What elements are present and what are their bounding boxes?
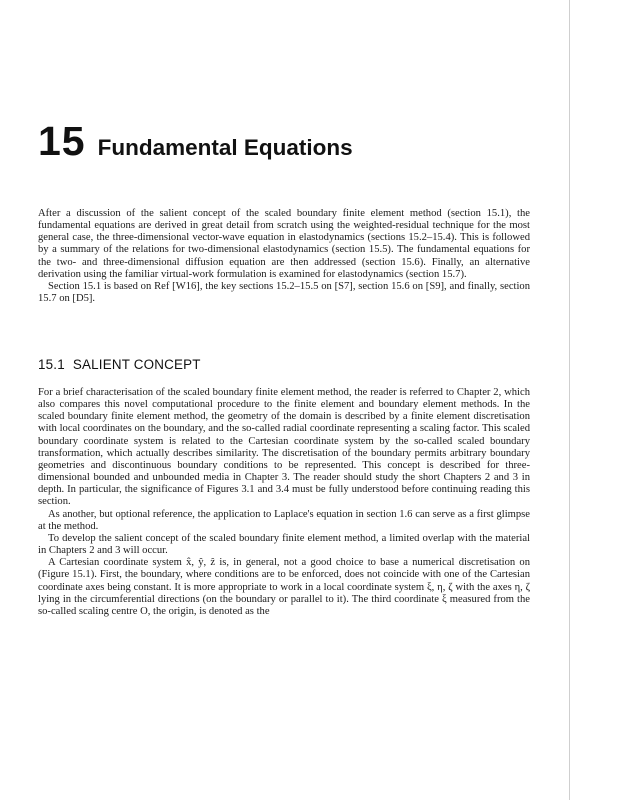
section-paragraph: As another, but optional reference, the application to Laplace's equation in section 1.6 can serve as a first glimpse at the method. — [38, 508, 530, 532]
section-heading — [38, 357, 201, 372]
section-paragraph: For a brief characterisation of the scaled boundary finite element method, the reader is referred to Chapter 2, which also compares this novel computational procedure to the finite element and boundary element methods. In the scaled boundary finite element method, the geometry of the domain is described by a finite element discretisation with local coordinates on the boundary, and the so-called radial coordinate representing a scaling factor. This scaled boundary coordinate system is related to the Cartesian coordinate system by the so-called scaled boundary transformation, which actually describes similarity. The discretisation of the boundary permits arbitrary boundary geometries and discontinuous boundary conditions to be represented. This concept is described for three-dimensional bounded and unbounded media in Chapter 3. The reader should study the short Chapters 2 and 3 in depth. In particular, the significance of Figures 3.1 and 3.4 must be fully understood before continuing reading this section. — [38, 387, 530, 508]
section-paragraph: A Cartesian coordinate system x̂, ŷ, ẑ is, in general, not a good choice to base a numerical discretisation on (Figure 15.1). First, the boundary, where conditions are to be enforced, does not coincide with one of the Cartesian coordinate axes being constant. It is more appropriate to work in a local coordinate system ξ, η, ζ with the axes η, ζ lying in the circumferential directions (on the boundary or parallel to it). The third coordinate ξ measured from the so-called scaling centre O, the origin, is denoted as the — [38, 557, 530, 617]
section-title: SALIENT CONCEPT — [72, 357, 201, 372]
section-number: 15.1 — [38, 357, 65, 372]
section-body — [38, 387, 530, 618]
chapter-heading — [38, 118, 353, 165]
chapter-number: 15 — [38, 118, 86, 164]
intro-paragraph: Section 15.1 is based on Ref [W16], the key sections 15.2–15.5 on [S7], section 15.6 on [S9], and finally, section 15.7 on [D5]. — [38, 280, 530, 305]
intro-paragraph: After a discussion of the salient concept of the scaled boundary finite element method (section 15.1), the fundamental equations are derived in great detail from scratch using the weighted-residual technique for the most general case, the three-dimensional vector-wave equation in elastodynamics (sections 15.2–15.4). This is followed by a summary of the relations for two-dimensional elastodynamics (section 15.5). The fundamental equations for the two- and three-dimensional diffusion equation are then addressed (section 15.6). Finally, an alternative derivation using the familiar virtual-work formulation is examined for elastodynamics (section 15.7). — [38, 208, 530, 280]
section-paragraph: To develop the salient concept of the scaled boundary finite element method, a limited overlap with the material in Chapters 2 and 3 will occur. — [38, 532, 530, 557]
chapter-introduction — [38, 208, 530, 305]
viewer-margin — [570, 0, 617, 800]
chapter-title: Fundamental Equations — [97, 135, 353, 160]
